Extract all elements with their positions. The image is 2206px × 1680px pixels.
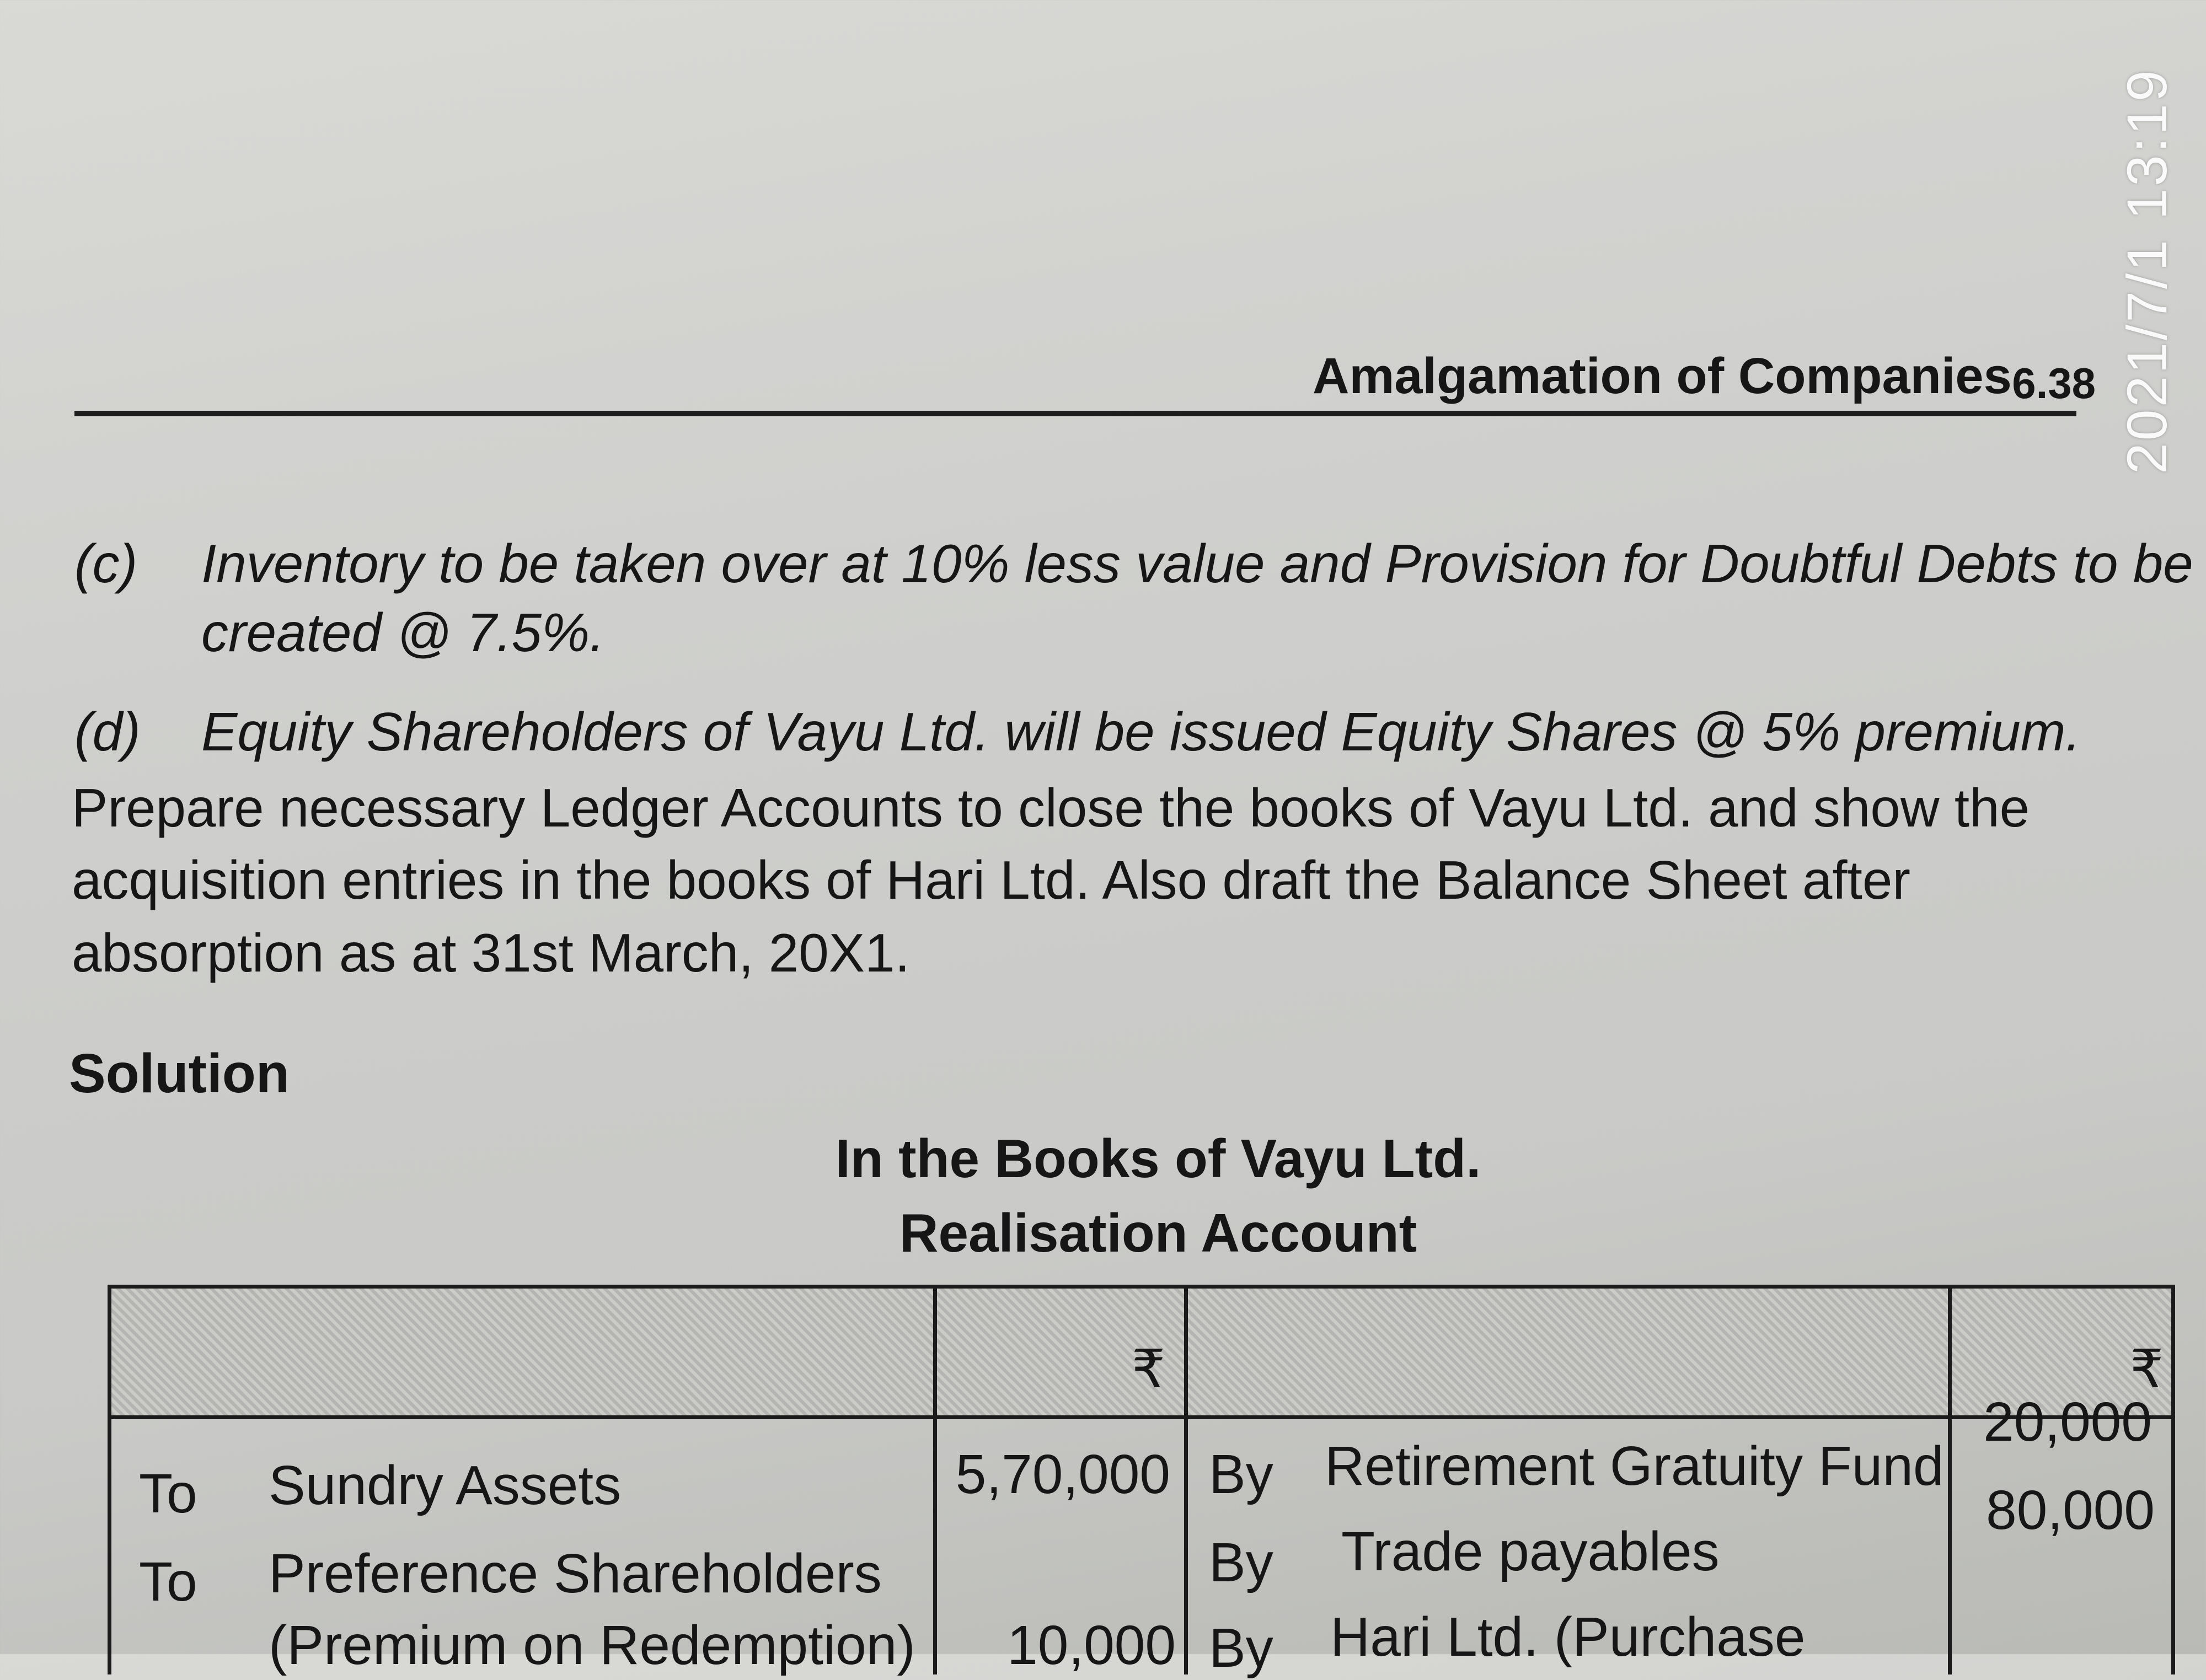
condition-label: (d) bbox=[74, 701, 141, 762]
condition-label: (c) bbox=[74, 533, 138, 594]
credit-amount: 20,000 bbox=[1983, 1391, 2152, 1453]
credit-prefix: By bbox=[1209, 1443, 1273, 1505]
running-title: Amalgamation of Companies bbox=[1313, 348, 2012, 404]
condition-text: Inventory to be taken over at 10% less value and Provision for Doubtful Debts to be created @ 7.5%. bbox=[201, 533, 2193, 663]
credit-prefix: By bbox=[1209, 1532, 1273, 1593]
book-title: In the Books of Vayu Ltd. bbox=[835, 1128, 1481, 1189]
solution-heading: Solution bbox=[69, 1043, 290, 1104]
debit-amount: 10,000 bbox=[1007, 1614, 1176, 1676]
credit-prefix: By bbox=[1209, 1617, 1273, 1679]
credit-particulars: Hari Ltd. (Purchase bbox=[1330, 1606, 1806, 1668]
realisation-account-table bbox=[108, 1285, 2175, 1679]
debit-particulars: Preference Shareholders bbox=[269, 1543, 882, 1604]
condition-text: Equity Shareholders of Vayu Ltd. will be issued Equity Shares @ 5% premium. bbox=[201, 701, 2081, 762]
credit-particulars: Trade payables bbox=[1341, 1521, 1720, 1582]
debit-currency-symbol: ₹ bbox=[1132, 1340, 1166, 1399]
credit-particulars: Retirement Gratuity Fund bbox=[1325, 1435, 1944, 1497]
debit-prefix: To bbox=[139, 1551, 197, 1613]
page-number: 6.38 bbox=[2012, 359, 2096, 407]
page-header bbox=[1313, 342, 2096, 408]
debit-amount: 5,70,000 bbox=[955, 1443, 1170, 1505]
column-divider bbox=[933, 1289, 937, 1674]
column-divider bbox=[1948, 1289, 1952, 1674]
photo-timestamp: 2021/7/1 13:19 bbox=[2116, 68, 2178, 474]
debit-particulars: Sundry Assets bbox=[269, 1454, 622, 1516]
debit-prefix: To bbox=[139, 1463, 197, 1525]
credit-amount: 80,000 bbox=[1986, 1479, 2155, 1541]
header-rule bbox=[74, 411, 2076, 416]
column-divider bbox=[1184, 1289, 1188, 1674]
account-title: Realisation Account bbox=[899, 1203, 1417, 1263]
instruction-paragraph: Prepare necessary Ledger Accounts to close the books of Vayu Ltd. and show the acquisition entries in the books of Hari Ltd. Also draft the Balance Sheet after absorption as at 31st March, 20X1. bbox=[72, 777, 2030, 983]
debit-particulars: (Premium on Redemption) bbox=[269, 1614, 915, 1676]
credit-currency-symbol: ₹ bbox=[2130, 1340, 2164, 1399]
